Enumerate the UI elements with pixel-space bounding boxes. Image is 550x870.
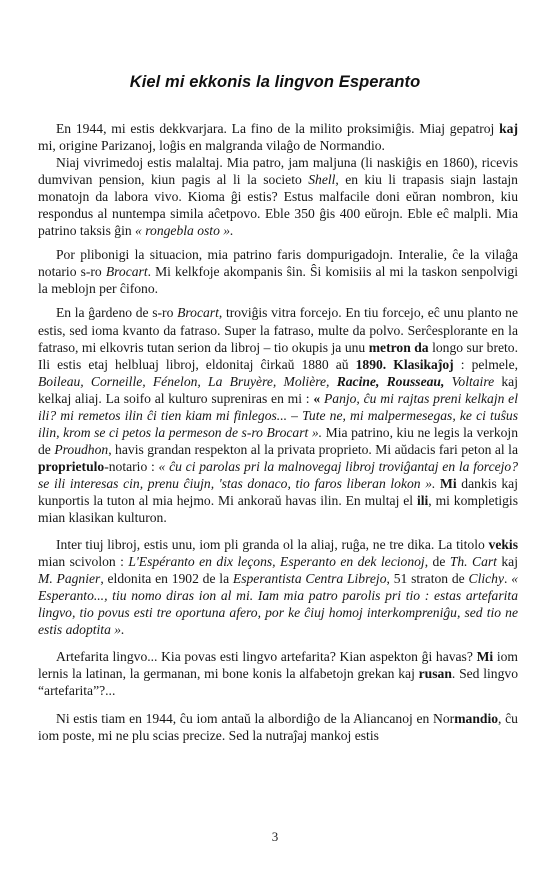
text-run: Mi bbox=[476, 649, 494, 665]
text-run: longo sur breto. Ili estis etaj helbluaj libroj, eldonitaj ĉirkaŭ 1880 aŭ bbox=[38, 339, 518, 372]
paragraph-4 bbox=[38, 304, 518, 526]
paragraph-6 bbox=[38, 648, 518, 699]
text-run: En 1944, mi estis dekkvarjara. La fino de la milito proksimiĝis. Miaj gepatroj bbox=[56, 121, 500, 136]
text-run: mian scivolon : bbox=[38, 554, 129, 570]
paragraph-5 bbox=[38, 536, 518, 638]
text-run: rusan bbox=[418, 666, 452, 682]
text-run: , de bbox=[424, 554, 450, 570]
text-run: Mi bbox=[440, 475, 457, 491]
text-run: Brocart bbox=[177, 305, 219, 321]
text-run: Boileau, Corneille, Fénelon, La Bruyère, Molière, bbox=[38, 373, 337, 389]
text-run: En la ĝardeno de s-ro bbox=[56, 305, 178, 321]
text-run: dankis kaj kunportis la tuton al mia hejmo. Mi ankoraŭ havas ilin. En multaj el bbox=[38, 475, 518, 508]
text-run: iom lernis la latinan, la germanan, mi bone konis la alfabetojn grekan kaj bbox=[38, 649, 518, 682]
text-run: Niaj vivrimedoj estis malaltaj. Mia patro, jam maljuna (li naskiĝis en 1860), ricevis dumvivan pension, kiun pagis al li la societo bbox=[38, 155, 518, 188]
text-run: Clichy bbox=[468, 571, 505, 587]
text-run: kaj kelkaj aliaj. La soifo al kulturo supreniras en mi : bbox=[38, 373, 518, 406]
text-run: Inter tiuj libroj, estis unu, iom pli granda ol la aliaj, ruĝa, ne tre dika. La titolo bbox=[56, 537, 489, 553]
page-title: Kiel mi ekkonis la lingvon Esperanto bbox=[129, 73, 421, 91]
body-text bbox=[38, 120, 518, 744]
paragraph-3 bbox=[38, 246, 518, 297]
text-run: , en kiu li trapasis siajn lastajn monatojn da labora vivo. Kioma ĝi estis? Estus malfacile doni eŭran nombron, kiu respondus al nuntempa simila aĉetpovo. Eble 350 ĝis 400 eŭrojn. Eble eĉ malpli. Mia patrino taksis ĝin bbox=[38, 172, 518, 239]
text-run: L'Espéranto en dix leçons, Esperanto en dek lecionoj bbox=[128, 554, 425, 570]
text-run: mi, origine Parizanoj, loĝis en malgranda vilaĝo de Normandio. bbox=[38, 138, 385, 154]
text-run bbox=[444, 374, 451, 389]
text-run: , 51 straton de bbox=[386, 571, 469, 587]
text-run: Mia patrino, kiu ne legis la verkojn de bbox=[38, 424, 518, 457]
text-run: mandio bbox=[454, 710, 499, 726]
paragraph-1 bbox=[38, 120, 518, 154]
text-run: . Sed lingvo “artefarita”?... bbox=[38, 666, 518, 699]
text-run: Por plibonigi la situacion, mia patrino faris dompurigadojn. Interalie, ĉe la vilaĝa notario s-ro bbox=[38, 247, 518, 280]
text-run: kaj bbox=[496, 554, 518, 570]
text-run: « rongebla osto ». bbox=[135, 223, 234, 239]
text-run: Voltaire bbox=[451, 373, 495, 389]
text-run: , mi kompletigis mian klasikan kulturon. bbox=[38, 492, 518, 526]
text-run: 1890. Klasikaĵoj bbox=[355, 356, 454, 372]
text-run: -notario : bbox=[104, 458, 159, 474]
paragraph-2 bbox=[38, 154, 518, 239]
text-run: vekis bbox=[488, 537, 518, 553]
text-run: . Mi kelkfoje akompanis ŝin. Ŝi komisiis al mi la taskon senpolvigi la meblojn per ĉifono. bbox=[38, 264, 518, 297]
text-run: Esperantista Centra Librejo bbox=[232, 571, 387, 587]
text-run: Artefarita lingvo... Kia povas esti lingvo artefarita? Kian aspekton ĝi havas? bbox=[56, 649, 477, 665]
text-run: « ĉu ci parolas pri la malnovegaj libroj troviĝantaj en la forcejo? se ili interesas cin, prenu ĉiujn, 'stas donaco, tio faros liberan lokon ». bbox=[38, 458, 519, 491]
text-run: . bbox=[504, 571, 512, 587]
text-run: proprietulo bbox=[38, 458, 105, 474]
text-run: M. Pagnier bbox=[38, 571, 101, 587]
text-run: ili bbox=[416, 492, 429, 508]
text-run: : pelmele, bbox=[453, 356, 519, 372]
text-run: Th. Cart bbox=[449, 554, 497, 570]
text-run: , troviĝis vitra forcejo. En tiu forcejo, eĉ unu planto ne estis, sed ioma kvanto da fatraso. Super la fatraso, multe da polvo. Serĉesplorante en la fatraso, mi elkovris tutan serion da libroj – tio okupis ja unu bbox=[38, 305, 518, 355]
paragraph-7 bbox=[38, 710, 518, 744]
text-run: Brocart bbox=[105, 264, 148, 280]
page-number: 3 bbox=[271, 829, 279, 844]
text-run: metron da bbox=[368, 339, 429, 355]
text-run: , ĉu iom poste, mi ne plu scias precize. Sed la nutraĵaj mankoj estis bbox=[38, 710, 518, 743]
text-run: , eldonita en 1902 de la bbox=[100, 571, 233, 587]
text-run: Racine, Rousseau, bbox=[336, 373, 445, 389]
text-run: Shell bbox=[308, 172, 336, 188]
text-run: Proudhon bbox=[54, 441, 109, 457]
text-run: Ni estis tiam en 1944, ĉu iom antaŭ la albordiĝo de la Aliancanoj en Nor bbox=[56, 710, 455, 726]
text-run: « bbox=[313, 390, 321, 406]
text-run: « Esperanto..., tiu nomo diras ion al mi. Iam mia patro parolis pri tio : estas artefarita lingvo, tio povus esti tre oportuna afero, por ke ĉiuj homoj interkompreniĝu, sed tio ne estis adoptita ». bbox=[38, 571, 519, 638]
text-run: , havis grandan respekton al la privata proprieto. Mi aŭdacis fari peton al la bbox=[108, 441, 518, 457]
text-run: Panjo, ĉu mi rajtas preni kelkajn el ili? mi remetos ilin ĉi tien kiam mi finlegos... – Tute ne, mi malpermesegas, ke ci tuŝus ilin, krom se ci petos la permeson de s-ro Brocart ». bbox=[38, 390, 518, 440]
text-run: kaj bbox=[499, 121, 518, 136]
